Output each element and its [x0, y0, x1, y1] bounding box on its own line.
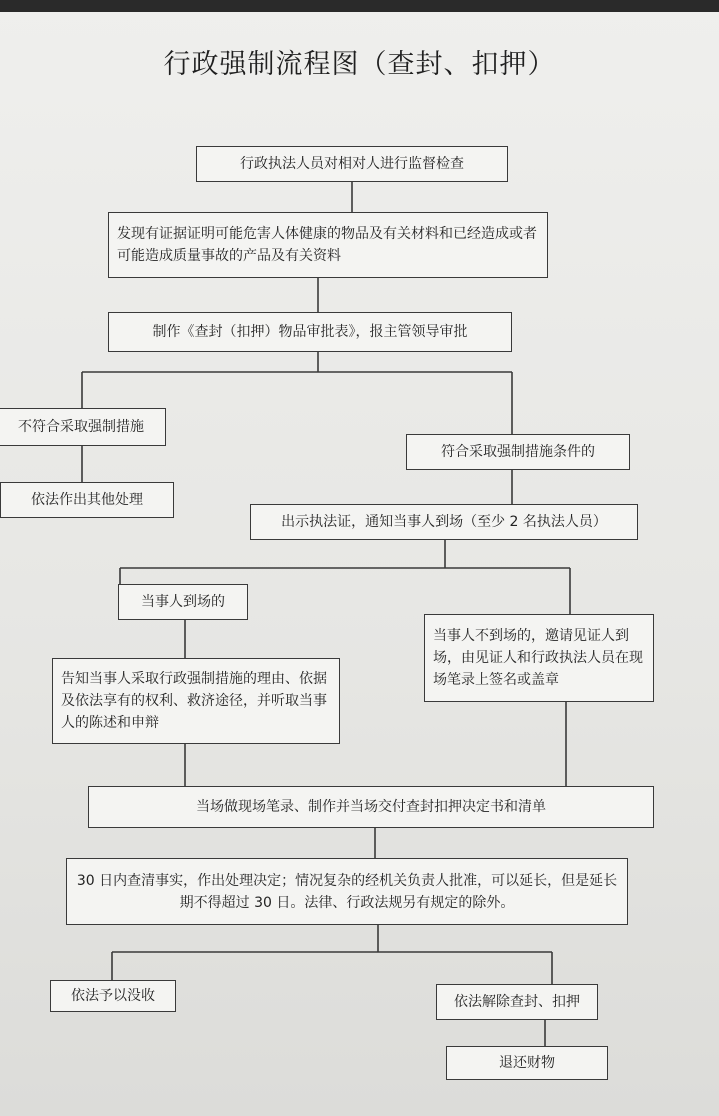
node-not-meet: 不符合采取强制措施	[0, 408, 166, 446]
node-confiscate: 依法予以没收	[50, 980, 176, 1012]
node-meet: 符合采取强制措施条件的	[406, 434, 630, 470]
node-record: 当场做现场笔录、制作并当场交付查封扣押决定书和清单	[88, 786, 654, 828]
node-inspect: 行政执法人员对相对人进行监督检查	[196, 146, 508, 182]
node-inform: 告知当事人采取行政强制措施的理由、依据及依法享有的权利、救济途径，并听取当事人的陈述和申辩	[52, 658, 340, 744]
node-present: 当事人到场的	[118, 584, 248, 620]
node-decide: 30 日内查清事实，作出处理决定；情况复杂的经机关负责人批准，可以延长，但是延长期不得超过 30 日。法律、行政法规另有规定的除外。	[66, 858, 628, 925]
node-absent: 当事人不到场的，邀请见证人到场，由见证人和行政执法人员在现场笔录上签名或盖章	[424, 614, 654, 702]
node-release: 依法解除查封、扣押	[436, 984, 598, 1020]
node-other: 依法作出其他处理	[0, 482, 174, 518]
node-return: 退还财物	[446, 1046, 608, 1080]
node-approval: 制作《查封（扣押）物品审批表》，报主管领导审批	[108, 312, 512, 352]
node-evidence: 发现有证据证明可能危害人体健康的物品及有关材料和已经造成或者可能造成质量事故的产品及有关资料	[108, 212, 548, 278]
node-show-cert: 出示执法证，通知当事人到场（至少 2 名执法人员）	[250, 504, 638, 540]
flowchart-title: 行政强制流程图（查封、扣押）	[163, 49, 556, 80]
